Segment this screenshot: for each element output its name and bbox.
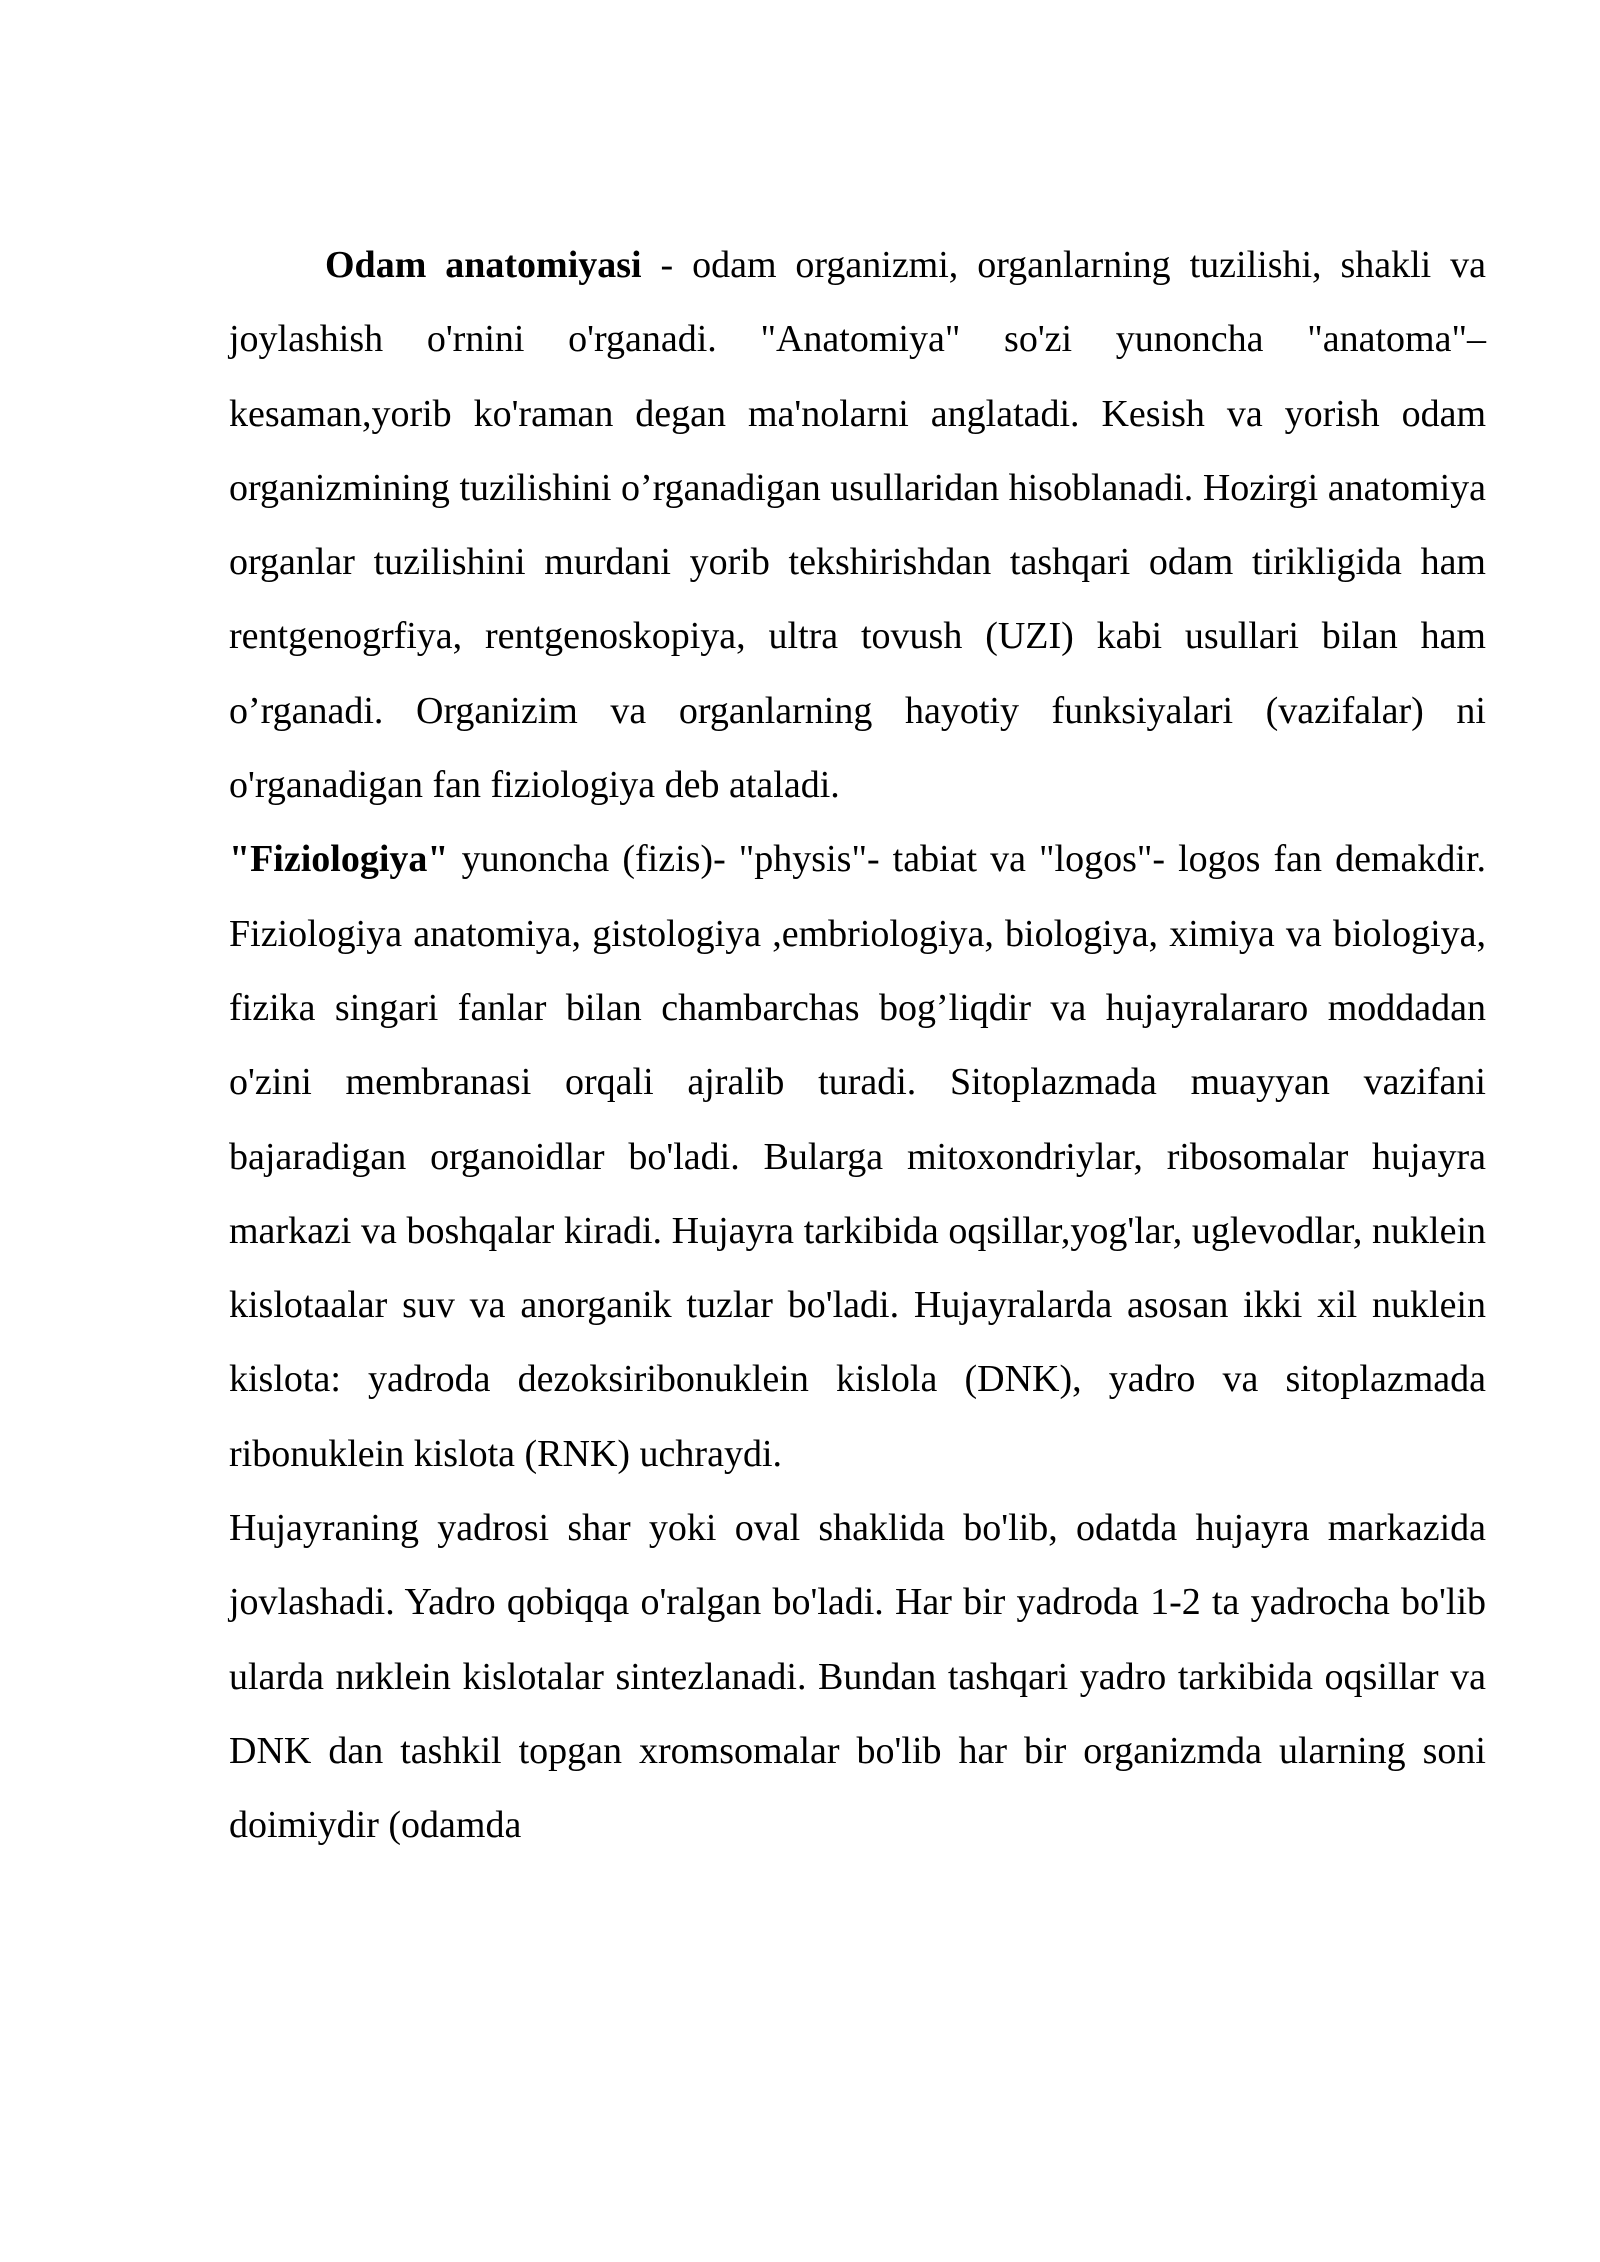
paragraph-physiology-text: yunoncha (fizis)- "physis"- tabiat va "logos"- logos fan demakdir. Fiziologiya anatomiya, gistologiya ,embriologiya, biologiya, ximiya va biologiya, fizika singari fanlar bilan chambarchas bog’liqdir va hujayralararo moddadan o'zini membranasi orqali ajralib turadi. Sitoplazmada muayyan vazifani bajaradigan organoidlar bo'ladi. Bularga mitoxondriylar, ribosomalar hujayra markazi va boshqalar kiradi. Hujayra tarkibida oqsillar,yog'lar, uglevodlar, nuklein kislotaalar suv va anorganik tuzlar bo'ladi. Hujayralarda asosan ikki xil nuklein kislota: yadroda dezoksiribonuklein kislola (DNK), yadro va sitoplazmada ribonuklein kislota (RNK) uchraydi. [229,838,1486,1475]
paragraph-nucleus [229,1491,1486,1862]
document-body [229,228,1486,1863]
paragraph-anatomy-text: - odam organizmi, organlarning tuzilishi, shakli va joylashish o'rnini o'rganadi. "Anatomiya" so'zi yunoncha "anatoma"– kesaman,yorib ko'raman degan ma'nolarni anglatadi. Kesish va yorish odam organizmining tuzilishini o’rganadigan usullaridan hisoblanadi. Hozirgi anatomiya organlar tuzilishini murdani yorib tekshirishdan tashqari odam tirikligida ham rentgenogrfiya, rentgenoskopiya, ultra tovush (UZI) kabi usullari bilan ham o’rganadi. Organizim va organlarning hayotiy funksiyalari (vazifalar) ni o'rganadigan fan fiziologiya deb ataladi. [229,244,1486,807]
paragraph-nucleus-text: Hujayraning yadrosi shar yoki oval shaklida bo'lib, odatda hujayra markazida jovlashadi. Yadro qobiqqa o'ralgan bo'ladi. Har bir yadroda 1-2 ta yadrocha bo'lib ularda nиklein kislotalar sintezlanadi. Bundan tashqari yadro tarkibida oqsillar va DNK dan tashkil topgan xromsomalar bo'lib har bir organizmda ularning soni doimiydir (odamda [229,1507,1486,1847]
paragraph-physiology [229,822,1486,1491]
term-anatomy: Odam anatomiyasi [325,244,642,286]
paragraph-anatomy [229,228,1486,822]
term-physiology: "Fiziologiya" [229,838,449,881]
